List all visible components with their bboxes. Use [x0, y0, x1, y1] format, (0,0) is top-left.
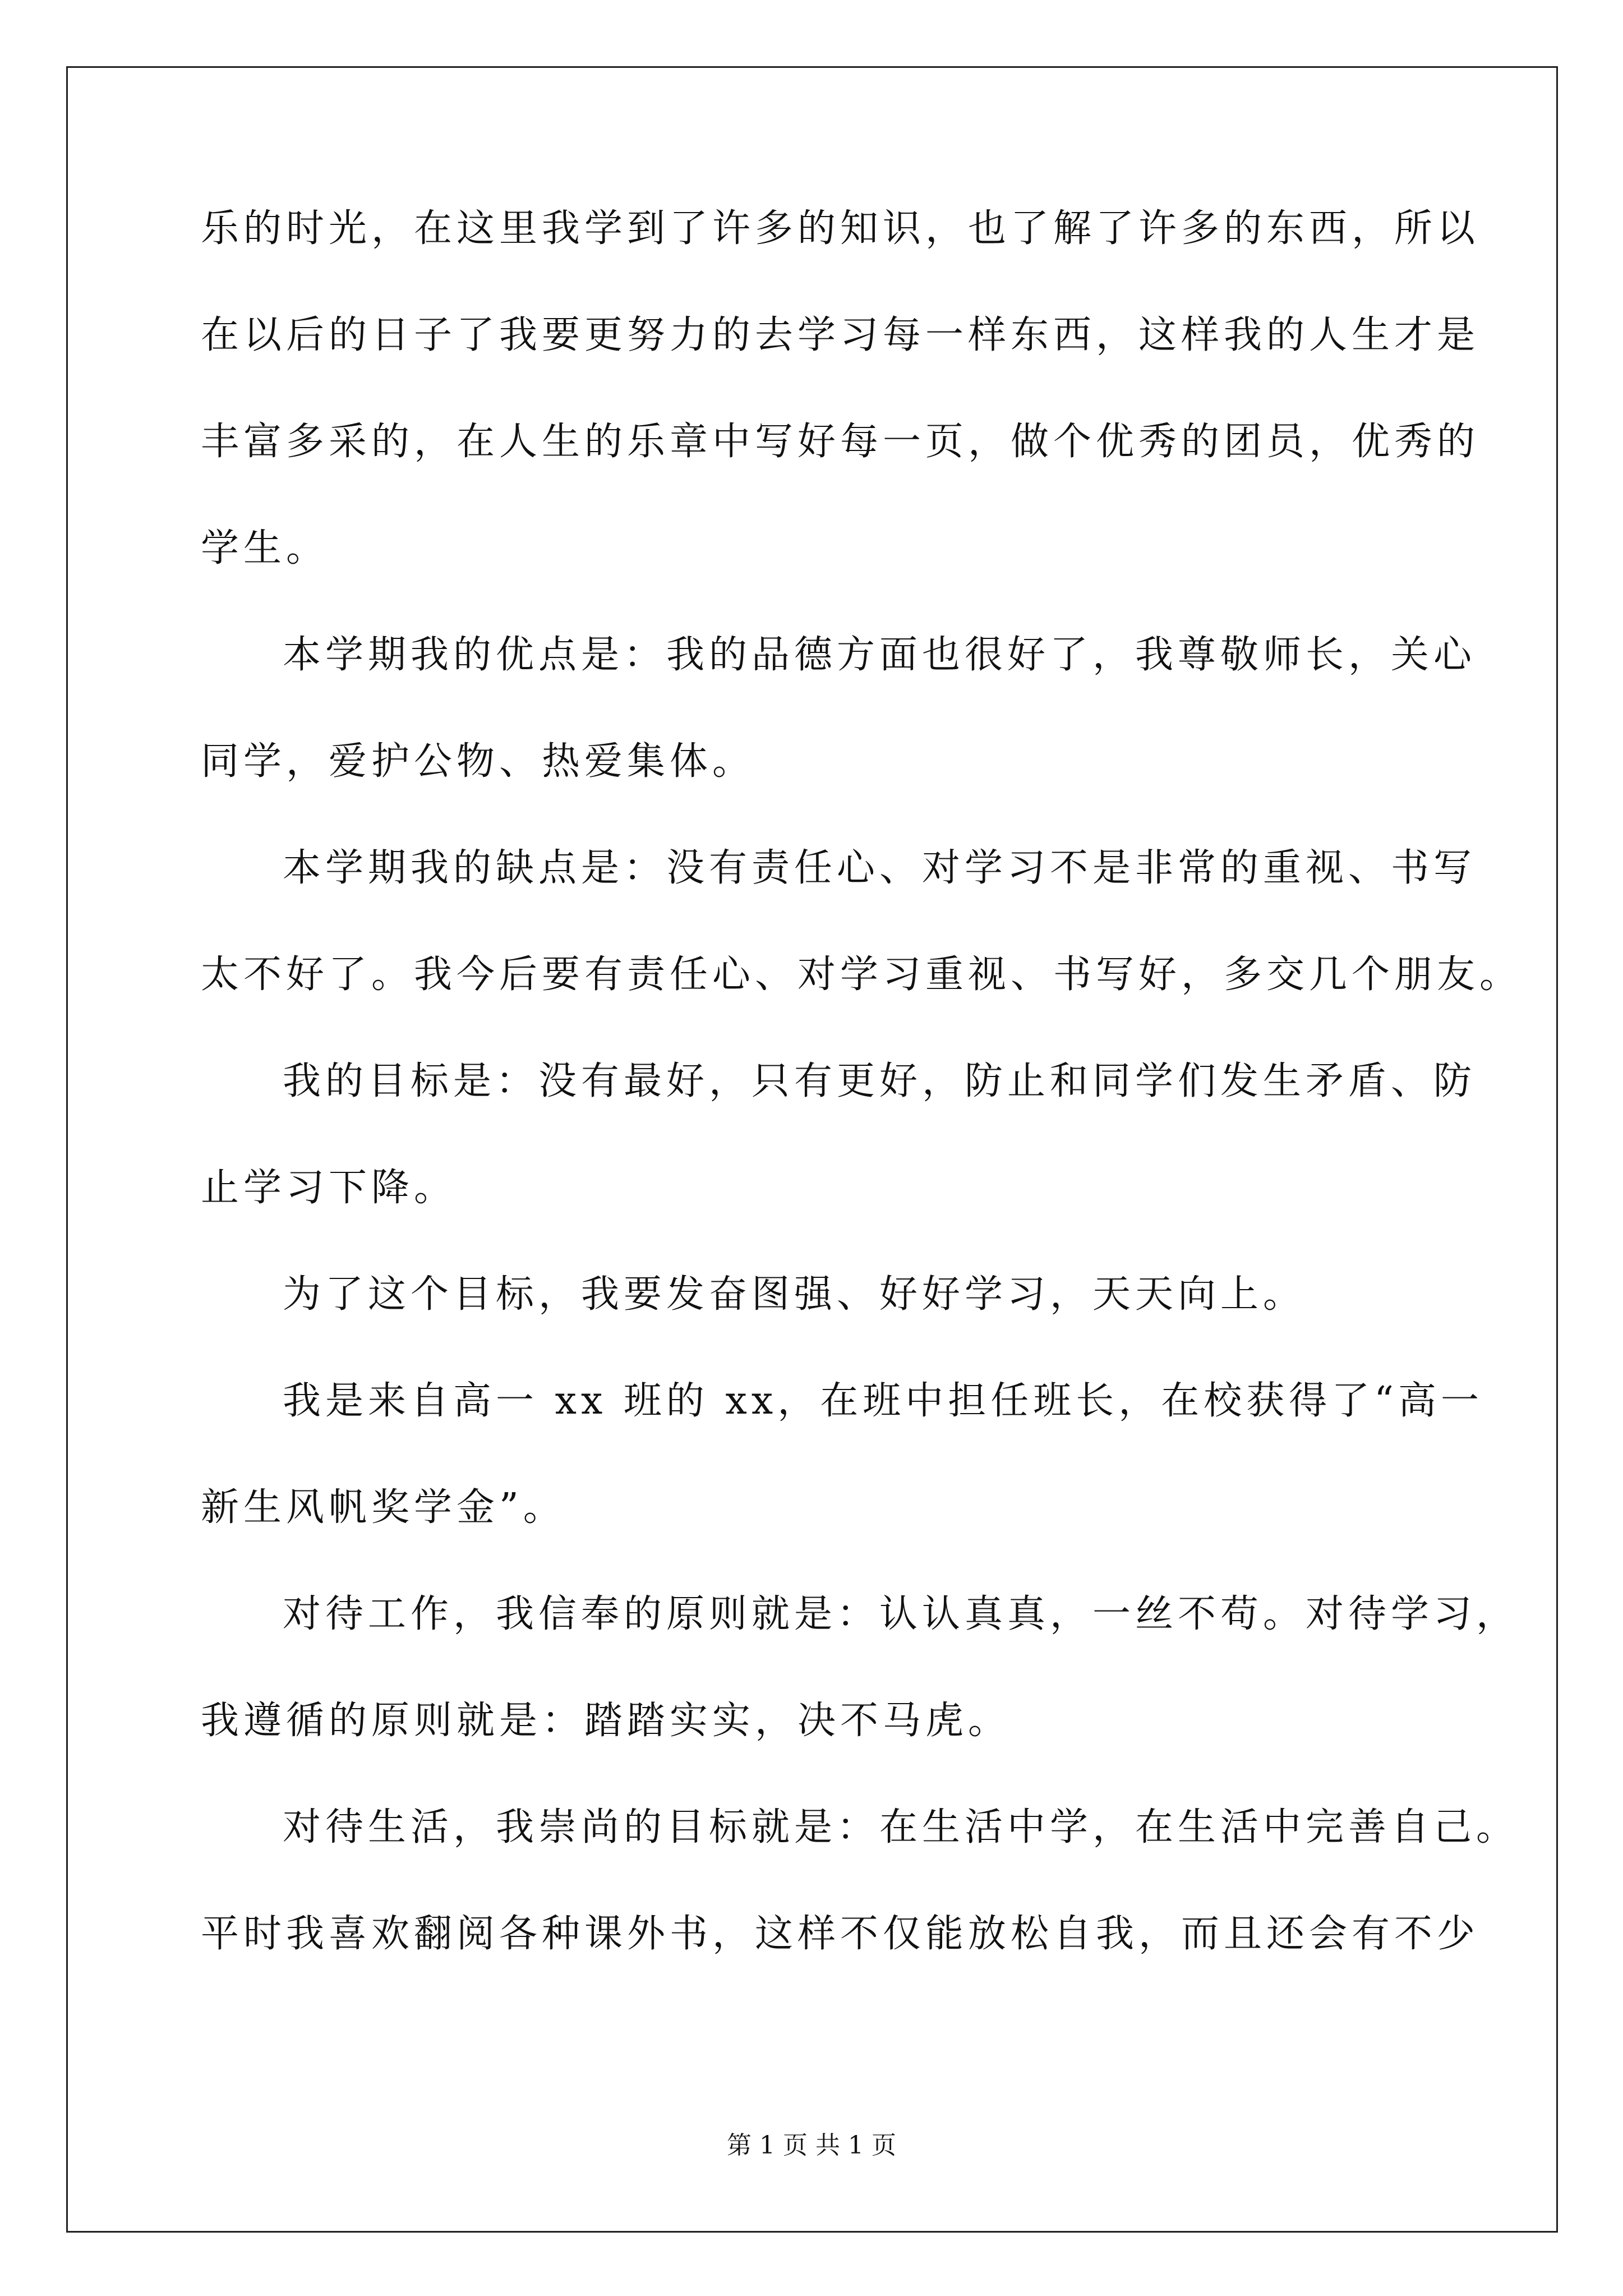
paragraph-start-line: 本学期我的优点是：我的品德方面也很好了，我尊敬师长，关心	[283, 633, 1477, 677]
text-line: 学生。	[201, 526, 329, 570]
text-line: 乐的时光，在这里我学到了许多的知识，也了解了许多的东西，所以	[201, 206, 1480, 251]
text-line: 同学，爱护公物、热爱集体。	[201, 739, 755, 784]
text-line: 新生风帆奖学金”。	[201, 1485, 566, 1530]
paragraph-start-line: 为了这个目标，我要发奋图强、好好学习，天天向上。	[283, 1272, 1306, 1317]
paragraph-start-line: 对待工作，我信奉的原则就是：认认真真，一丝不苟。对待学习，	[283, 1592, 1519, 1636]
page-number-footer: 第 1 页 共 1 页	[727, 2131, 896, 2160]
text-line: 平时我喜欢翻阅各种课外书，这样不仅能放松自我，而且还会有不少	[201, 1912, 1480, 1956]
text-line: 我遵循的原则就是：踏踏实实，决不马虎。	[201, 1699, 1011, 1743]
text-line: 太不好了。我今后要有责任心、对学习重视、书写好，多交几个朋友。	[201, 953, 1523, 997]
paragraph-start-line: 本学期我的缺点是：没有责任心、对学习不是非常的重视、书写	[283, 846, 1477, 890]
text-line: 在以后的日子了我要更努力的去学习每一样东西，这样我的人生才是	[201, 313, 1480, 357]
text-line: 止学习下降。	[201, 1166, 457, 1210]
paragraph-start-line: 我是来自高一 xx 班的 xx，在班中担任班长，在校获得了“高一	[283, 1379, 1484, 1423]
paragraph-start-line: 我的目标是：没有最好，只有更好，防止和同学们发生矛盾、防	[283, 1059, 1477, 1103]
paragraph-start-line: 对待生活，我崇尚的目标就是：在生活中学，在生活中完善自己。	[283, 1805, 1519, 1849]
text-line: 丰富多采的，在人生的乐章中写好每一页，做个优秀的团员，优秀的	[201, 420, 1480, 464]
